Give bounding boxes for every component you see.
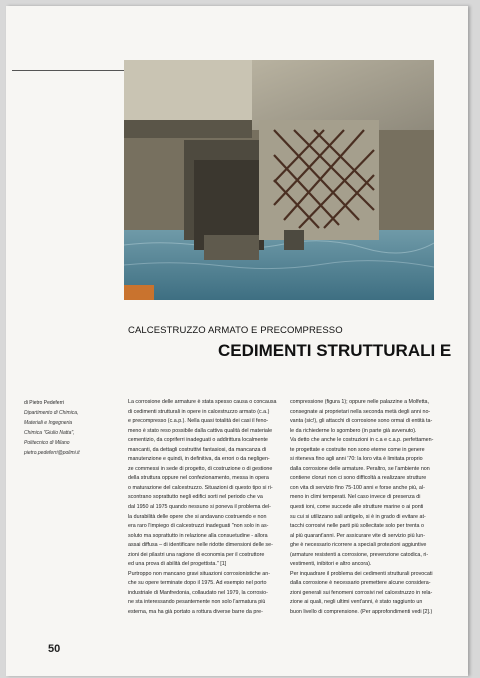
text-line: ghe è necessario ricorrere a speciali protezioni aggiuntive xyxy=(290,542,427,549)
text-line: dal 1950 al 1975 quando nessuno si poneva il problema del- xyxy=(128,504,271,511)
text-line: Purtroppo non mancano gravi situazioni corrosionistiche an- xyxy=(128,570,270,577)
text-line: ne sta interessando pesantemente non solo l'armatura più xyxy=(128,599,266,606)
author-affiliation-line: Materiali e Ingegneria xyxy=(24,420,73,426)
text-line: su cui si utilizzano sali antigelo, si è in grado di evitare at- xyxy=(290,513,426,520)
text-line: cementizio, da copriferri inadeguati o addirittura localmente xyxy=(128,437,268,444)
text-line: con vita di servizio fino 75-100 anni e forse anche più, al- xyxy=(290,484,425,491)
author-name: di Pietro Pedeferri xyxy=(24,400,65,406)
body-column-1 xyxy=(128,398,280,618)
text-line: ed una prova di abilità del progettista." [1] xyxy=(128,561,227,568)
text-line: della struttura oppure nel confezionamento, messa in opera xyxy=(128,475,269,482)
author-block xyxy=(24,398,122,458)
text-line: le da richiederne lo sgombero (in parte già avvenuto). xyxy=(290,427,417,434)
text-line: era raro l'impiego di calcestruzzi inadeguati "non solo in as- xyxy=(128,523,269,530)
text-line: questi ioni, come succede alle strutture marine o ai ponti xyxy=(290,504,424,511)
text-line: Per inquadrare il problema dei cedimenti strutturali provocati xyxy=(290,570,433,577)
text-line: tacchi corrosivi nelle parti più sollecitate solo per trenta o xyxy=(290,523,424,530)
cover-photo xyxy=(124,60,434,300)
corroded-pier-photo xyxy=(124,60,434,300)
text-line: scontrano soprattutto negli edifici sorti nel periodo che va xyxy=(128,494,263,501)
text-line: o maturazione del calcestruzzo. Situazioni di questo tipo si ri- xyxy=(128,484,273,491)
text-line: meno è stato reso possibile dalla cattiva qualità del materiale xyxy=(128,427,273,434)
text-line: soluto ma soprattutto in relazione alla consuetudine - allora xyxy=(128,532,268,539)
text-line: meno in climi temperati. Nel caso invece di presenza di xyxy=(290,494,421,501)
text-line: esterna, ma ha già portato a rottura diverse barre da pre- xyxy=(128,609,263,616)
author-affiliation-line: Chimica "Giulio Natta", xyxy=(24,430,75,436)
text-line: consegnate ai proprietari nella seconda metà degli anni no- xyxy=(290,408,431,415)
text-line: manutenzione e quindi, in definitiva, da errori o da negligen- xyxy=(128,456,270,463)
text-line: zione ai quali, negli ultimi vent'anni, è stato raggiunto un xyxy=(290,599,423,606)
text-line: al più quarant'anni. Per assicurare vite di servizio più lun- xyxy=(290,532,425,539)
body-column-2 xyxy=(290,398,442,618)
author-affiliation-line: Politecnico di Milano xyxy=(24,440,70,446)
text-line: (armature resistenti a corrosione, prevenzione catodica, ri- xyxy=(290,551,429,558)
text-line: buon livello di comprensione. (Per approfondimenti vedi [2].) xyxy=(290,609,433,616)
text-line: mancanti, da dettagli costruttivi fantasiosi, da mancanza di xyxy=(128,446,267,453)
text-line: dalla corrosione è necessario premettere alcune considera- xyxy=(290,580,431,587)
author-affiliation-line: Dipartimento di Chimica, xyxy=(24,410,79,416)
text-line: contiene cloruri non ci sono difficoltà a realizzare strutture xyxy=(290,475,427,482)
text-line: La corrosione delle armature è stata spesso causa o concausa xyxy=(128,399,277,405)
top-rule xyxy=(12,70,130,71)
text-line: la durabilità delle opere che si andavano costruendo e non xyxy=(128,513,267,520)
text-line: zioni generali sui fenomeni corrosivi nel calcestruzzo in rela- xyxy=(290,589,433,596)
text-line: vanta (sic!), gli attacchi di corrosione sono ormai di entità ta- xyxy=(290,418,433,425)
article-title: CEDIMENTI STRUTTURALI E xyxy=(218,341,452,360)
text-line: che su opere terminate dopo il 1975. Ad esempio nel porto xyxy=(128,580,267,587)
text-line: vestimenti, inibitori e altro ancora). xyxy=(290,561,372,568)
text-line: Va detto che anche le costruzioni in c.a e c.a.p. perfettamen- xyxy=(290,437,434,444)
page-number: 50 xyxy=(48,643,61,655)
author-email: pietro.pedeferri@polimi.it xyxy=(24,450,80,456)
text-line: assai diffusa – di identificare nelle ridotte dimensioni delle se- xyxy=(128,542,273,549)
text-line: compressione (figura 1); oppure nelle palazzine a Molfetta, xyxy=(290,399,430,405)
text-line: si riteneva fino agli anni '70: la loro vita è limitata proprio xyxy=(290,456,423,463)
article-kicker: CALCESTRUZZO ARMATO E PRECOMPRESSO xyxy=(128,325,343,336)
text-line: e precompresso (c.a.p.). Nella quasi totalità dei casi il feno- xyxy=(128,418,269,425)
text-line: di cedimenti strutturali in opere in calcestruzzo armato (c.a.) xyxy=(128,408,270,415)
text-line: te progettate e costruite non sono eterne come in genere xyxy=(290,446,425,453)
text-line: dalla corrosione delle armature. Peraltro, se l'ambiente non xyxy=(290,465,430,472)
text-line: zioni dei pilastri una ragione di economia per il costruttore xyxy=(128,551,265,558)
text-line: ze commessi in sede di progetto, di costruzione o di gestione xyxy=(128,465,273,472)
text-line: industriale di Manfredonia, collaudato nel 1979, la corrosio- xyxy=(128,589,268,596)
